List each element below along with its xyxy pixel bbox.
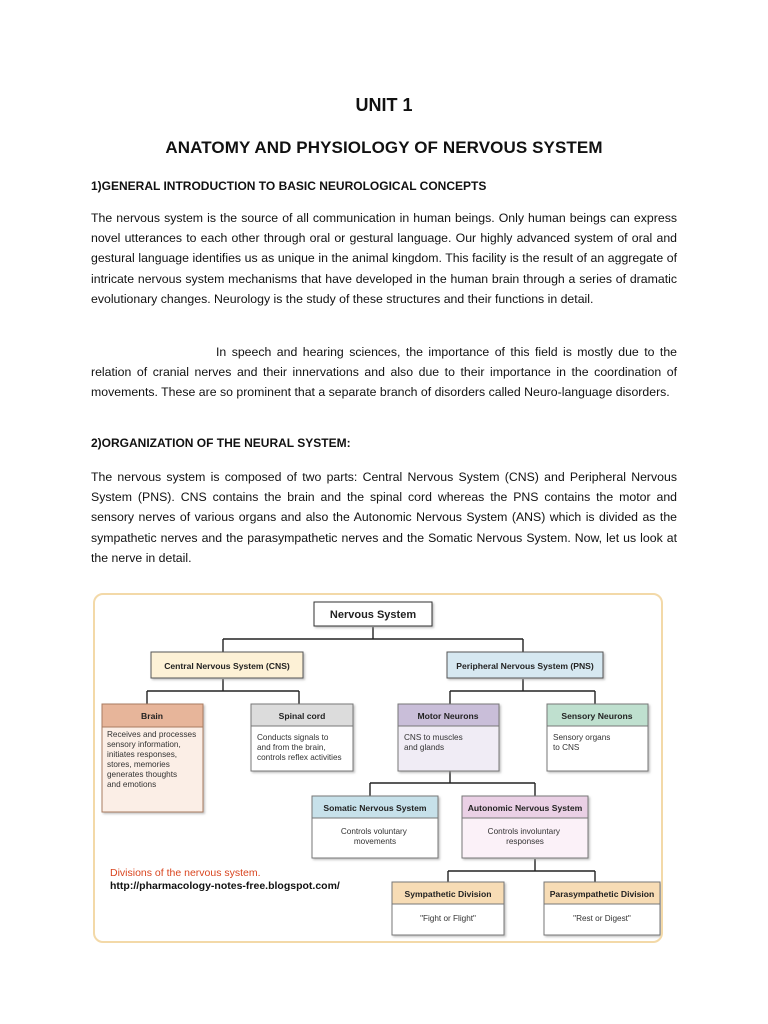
spinal-desc-line: Conducts signals to [257, 733, 329, 742]
autonomic-desc-line: responses [506, 837, 544, 846]
somatic-nervous-system-node [312, 796, 438, 858]
paragraph-intro-1: The nervous system is the source of all communication in human beings. Only human beings can express novel utterances to each other through oral or gestural language. Our highly advanced system of oral and gestural language identifies us as unique in the animal kingdom. This facility is the result of an aggregate of intricate nervous system mechanisms that have developed in the human brain through a series of dramatic evolutionary changes. Neurology is the study of these structures and their functions in detail. [91, 211, 677, 306]
somatic-desc-line: Controls voluntary [340, 827, 407, 836]
sensory-neurons-node [547, 704, 648, 771]
page-title: ANATOMY AND PHYSIOLOGY OF NERVOUS SYSTEM [165, 138, 603, 157]
brain-node-title: Brain [141, 711, 163, 721]
motor-neurons-node [398, 704, 499, 771]
somatic-desc-line: movements [353, 837, 397, 846]
spinal-desc-line: and from the brain, [257, 743, 326, 752]
nervous-system-diagram [93, 593, 663, 943]
sensory-desc-line: Sensory organs [553, 733, 611, 742]
root-node-label: Nervous System [329, 609, 417, 621]
brain-desc-line: sensory information, [107, 740, 181, 749]
sympathetic-node-description: "Fight or Flight" [420, 914, 476, 923]
parasympathetic-node-description: "Rest or Digest" [573, 914, 631, 923]
motor-neurons-node-title: Motor Neurons [417, 711, 479, 721]
pns-node-label: Peripheral Nervous System (PNS) [456, 661, 594, 671]
figure-caption-text: Divisions of the nervous system. [110, 867, 261, 879]
brain-desc-line: stores, memories [107, 760, 170, 769]
figure-source-link[interactable]: http://pharmacology-notes-free.blogspot.com/ [110, 880, 340, 892]
brain-desc-line: initiates responses, [107, 750, 178, 759]
parasympathetic-division-node [544, 882, 660, 935]
sympathetic-node-title: Sympathetic Division [404, 889, 492, 899]
autonomic-desc-line: Controls involuntary [487, 827, 561, 836]
brain-desc-line: generates thoughts [107, 770, 178, 779]
unit-label: UNIT 1 [355, 95, 413, 115]
sensory-neurons-node-title: Sensory Neurons [561, 711, 633, 721]
figure-caption [110, 867, 340, 893]
autonomic-nervous-system-node [462, 796, 588, 858]
sensory-desc-line: to CNS [553, 743, 580, 752]
paragraph-intro-2: In speech and hearing sciences, the importance of this field is mostly due to the relation of cranial nerves and their innervations and also due to their importance in the coordination of movements. These are so prominent that a separate branch of disorders called Neuro-language disorders. [91, 345, 677, 400]
section-heading-intro: 1)GENERAL INTRODUCTION TO BASIC NEUROLOGICAL CONCEPTS [91, 179, 487, 193]
pns-node [447, 652, 603, 678]
motor-desc-line: CNS to muscles [404, 733, 463, 742]
brain-desc-line: Receives and processes [107, 730, 197, 739]
sympathetic-division-node [392, 882, 504, 935]
spinal-desc-line: controls reflex activities [257, 753, 342, 762]
brain-desc-line: and emotions [107, 780, 157, 789]
cns-node-label: Central Nervous System (CNS) [164, 661, 290, 671]
root-node [314, 602, 432, 626]
parasympathetic-node-title: Parasympathetic Division [549, 889, 655, 899]
autonomic-node-title: Autonomic Nervous System [467, 803, 583, 813]
spinal-cord-node [251, 704, 353, 771]
section-heading-organization: 2)ORGANIZATION OF THE NEURAL SYSTEM: [91, 436, 351, 450]
somatic-node-title: Somatic Nervous System [323, 803, 427, 813]
spinal-cord-node-title: Spinal cord [278, 711, 326, 721]
brain-node [102, 704, 203, 812]
paragraph-organization: The nervous system is composed of two parts: Central Nervous System (CNS) and Peripheral Nervous System (PNS). CNS contains the brain and the spinal cord whereas the PNS contains the motor and sensory nerves of various organs and also the Autonomic Nervous System (ANS) which is divided as the sympathetic nerves and the parasympathetic nerves and the Somatic Nervous System. Now, let us look at the nerve in detail. [91, 470, 677, 565]
cns-node [151, 652, 303, 678]
motor-desc-line: and glands [404, 743, 445, 752]
